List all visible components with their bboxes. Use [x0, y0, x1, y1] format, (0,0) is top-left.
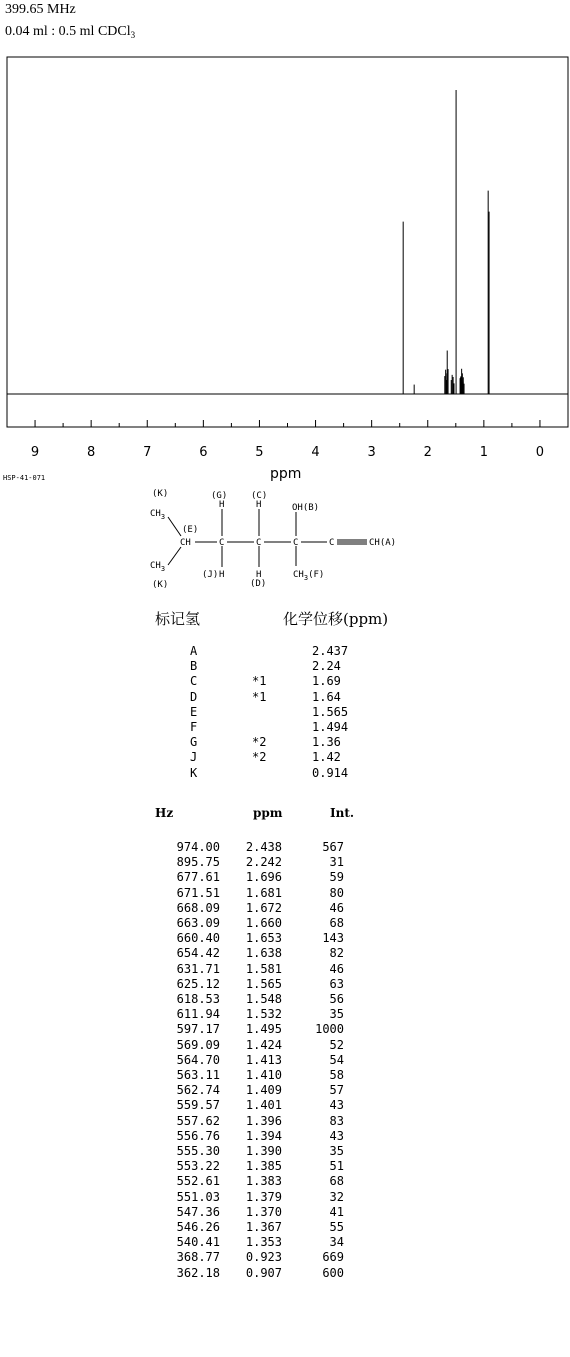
peak-intensity: 58	[329, 1068, 344, 1083]
peak-row	[160, 901, 344, 916]
peak-ppm: 2.438	[245, 840, 282, 854]
peak-intensity: 41	[329, 1204, 344, 1219]
peak-row	[160, 1159, 344, 1174]
peak-row	[160, 1250, 344, 1265]
peak-hz: 563.11	[176, 1068, 220, 1083]
peak-hz: 552.61	[176, 1174, 220, 1189]
peak-row	[160, 1235, 344, 1250]
peak-row	[160, 1129, 344, 1144]
peak-ppm: 1.660	[245, 916, 282, 931]
peak-intensity: 600	[322, 1265, 344, 1280]
peak-header-ppm: ppm	[253, 806, 283, 820]
peak-hz: 368.77	[176, 1250, 220, 1265]
ch3-F-text: CH	[293, 570, 304, 580]
peak-hz: 895.75	[176, 855, 220, 870]
peak-ppm: 1.532	[245, 1007, 282, 1022]
peak-row	[160, 840, 344, 855]
x-tick-label: 3	[367, 445, 376, 460]
label-J: (J)	[202, 570, 219, 580]
assignment-shift: 1.36	[312, 735, 341, 750]
label-E: (E)	[182, 525, 199, 535]
peak-intensity: 32	[329, 1189, 344, 1204]
peak-ppm: 1.681	[245, 885, 282, 900]
peak-ppm: 1.424	[245, 1037, 282, 1052]
peak-hz: 569.09	[176, 1037, 220, 1052]
h-C: H	[256, 500, 262, 510]
h-J: H	[219, 570, 225, 580]
label-D: (D)	[250, 579, 267, 589]
peak-ppm: 1.410	[245, 1068, 282, 1083]
peak-row	[160, 931, 344, 946]
assignment-note	[252, 705, 312, 720]
peak-intensity: 143	[322, 931, 344, 946]
assignment-shift: 2.24	[312, 659, 341, 674]
x-tick-label: 2	[423, 445, 432, 460]
peak-hz: 654.42	[176, 946, 220, 961]
ch3-F	[293, 570, 324, 582]
peak-intensity: 43	[329, 1128, 344, 1143]
peak-intensity: 1000	[315, 1022, 344, 1037]
peak-row	[160, 1114, 344, 1129]
assignment-row	[190, 705, 348, 720]
peak-ppm: 1.581	[245, 961, 282, 976]
peak-row	[160, 1083, 344, 1098]
peak-ppm: 1.353	[245, 1235, 282, 1250]
assignment-label: J	[190, 750, 198, 765]
peak-intensity: 55	[329, 1220, 344, 1235]
assignment-label: A	[190, 644, 198, 658]
label-G: (G)	[211, 491, 228, 501]
sample-code: HSP-41-071	[3, 474, 46, 482]
peak-ppm: 1.638	[245, 946, 282, 961]
assignment-note: *1	[252, 674, 267, 689]
peak-hz: 974.00	[176, 840, 220, 854]
peak-ppm: 1.653	[245, 931, 282, 946]
peak-ppm: 1.379	[245, 1189, 282, 1204]
x-tick-label: 9	[30, 445, 40, 460]
peak-ppm: 1.383	[245, 1174, 282, 1189]
h-G: H	[219, 500, 225, 510]
peak-hz: 677.61	[176, 870, 220, 885]
ch3-bottom	[150, 561, 165, 573]
peak-ppm: 2.242	[245, 855, 282, 870]
peak-intensity: 57	[329, 1083, 344, 1098]
peak-hz: 618.53	[176, 992, 220, 1007]
atom-C-C: C	[256, 538, 262, 548]
spectrometer-frequency: 399.65 MHz	[5, 2, 76, 17]
assignment-label: F	[190, 720, 198, 735]
peak-row	[160, 1144, 344, 1159]
peak-intensity: 46	[329, 900, 344, 915]
peak-intensity: 669	[322, 1250, 344, 1265]
peak-row	[160, 1068, 344, 1083]
assignment-shift: 1.494	[312, 720, 349, 735]
assignment-shift: 0.914	[312, 765, 349, 780]
peak-intensity: 83	[329, 1113, 344, 1128]
atom-C-G: C	[219, 538, 225, 548]
peak-hz: 668.09	[176, 900, 220, 915]
peak-ppm: 1.548	[245, 992, 282, 1007]
peak-ppm: 1.396	[245, 1113, 282, 1128]
assignment-row	[190, 735, 348, 750]
bond-ch3-top	[168, 517, 181, 536]
peak-row	[160, 1053, 344, 1068]
peak-row	[160, 946, 344, 961]
peak-row	[160, 1190, 344, 1205]
peak-row	[160, 1220, 344, 1235]
peak-intensity: 46	[329, 961, 344, 976]
peak-hz: 555.30	[176, 1144, 220, 1159]
assignment-note	[252, 659, 312, 674]
assignment-shift: 1.69	[312, 674, 341, 689]
peak-ppm: 1.394	[245, 1128, 282, 1143]
assignment-label: C	[190, 674, 198, 689]
peak-intensity: 80	[329, 885, 344, 900]
peak-ppm: 1.413	[245, 1052, 282, 1067]
peak-hz: 562.74	[176, 1083, 220, 1098]
ch3-top	[150, 509, 165, 521]
atom-CH-E: CH	[180, 538, 191, 548]
peak-intensity: 63	[329, 976, 344, 991]
x-tick-label: 5	[255, 445, 264, 460]
peak-hz: 546.26	[176, 1220, 220, 1235]
peak-row	[160, 1174, 344, 1189]
assignment-row	[190, 750, 348, 765]
assignment-row	[190, 690, 348, 705]
x-tick-label: 4	[311, 445, 320, 460]
peak-row	[160, 962, 344, 977]
peak-ppm: 1.367	[245, 1220, 282, 1235]
peak-header-int: Int.	[330, 806, 355, 820]
label-K-bottom: (K)	[152, 580, 169, 590]
ch3-bottom-sub: 3	[160, 565, 166, 573]
peak-ppm: 1.385	[245, 1159, 282, 1174]
assignment-label: G	[190, 735, 198, 750]
assignment-label: K	[190, 765, 198, 780]
ch3-bottom-text: CH	[150, 561, 161, 571]
assignment-note: *2	[252, 735, 267, 750]
assignment-note	[252, 644, 312, 659]
peak-row	[160, 1022, 344, 1037]
peak-intensity: 35	[329, 1007, 344, 1022]
peak-intensity: 43	[329, 1098, 344, 1113]
molecule-structure	[0, 0, 570, 600]
x-tick-label: 7	[143, 445, 152, 460]
h-D: H	[256, 570, 262, 580]
peak-hz: 660.40	[176, 931, 220, 946]
peak-row	[160, 1098, 344, 1113]
assignment-note: *1	[252, 689, 267, 704]
solvent-text: 0.04 ml : 0.5 ml CDCl	[5, 24, 131, 39]
peak-ppm: 1.401	[245, 1098, 282, 1113]
peak-row	[160, 855, 344, 870]
peak-ppm: 1.565	[245, 976, 282, 991]
peak-hz: 553.22	[176, 1159, 220, 1174]
peak-hz: 671.51	[176, 885, 220, 900]
peak-hz: 597.17	[176, 1022, 220, 1037]
assignment-table	[190, 644, 348, 781]
label-C: (C)	[251, 491, 268, 501]
assignment-note: *2	[252, 750, 267, 765]
peak-ppm: 1.672	[245, 900, 282, 915]
peak-row	[160, 1007, 344, 1022]
peak-hz: 551.03	[176, 1189, 220, 1204]
peak-hz: 564.70	[176, 1052, 220, 1067]
peak-hz: 540.41	[176, 1235, 220, 1250]
peak-table	[160, 840, 344, 1281]
peak-intensity: 56	[329, 992, 344, 1007]
peak-intensity: 34	[329, 1235, 344, 1250]
peak-row	[160, 916, 344, 931]
assignment-shift: 1.565	[312, 704, 349, 719]
assignment-row	[190, 766, 348, 781]
peak-row	[160, 977, 344, 992]
label-K-top: (K)	[152, 489, 169, 499]
peak-hz: 559.57	[176, 1098, 220, 1113]
peak-intensity: 51	[329, 1159, 344, 1174]
assignment-header-shift: 化学位移(ppm)	[283, 610, 389, 628]
peak-row	[160, 870, 344, 885]
x-axis-label: ppm	[270, 466, 302, 482]
assignment-label: D	[190, 689, 198, 704]
assignment-row	[190, 720, 348, 735]
peak-intensity: 68	[329, 1174, 344, 1189]
peak-intensity: 567	[322, 840, 344, 854]
peak-ppm: 0.923	[245, 1250, 282, 1265]
peak-row	[160, 992, 344, 1007]
assignment-shift: 1.64	[312, 689, 341, 704]
assignment-row	[190, 674, 348, 689]
atom-C-alkyne: C	[329, 538, 335, 548]
x-tick-label: 6	[199, 445, 208, 460]
peak-intensity: 68	[329, 916, 344, 931]
peak-intensity: 31	[329, 855, 344, 870]
x-tick-label: 0	[535, 445, 545, 460]
peak-header-hz: Hz	[155, 806, 174, 820]
peak-hz: 625.12	[176, 976, 220, 991]
assignment-shift: 2.437	[312, 644, 349, 658]
peak-hz: 631.71	[176, 961, 220, 976]
x-tick-label: 1	[479, 445, 488, 460]
peak-row	[160, 1038, 344, 1053]
peak-row	[160, 886, 344, 901]
ch3-F-label: (F)	[308, 570, 325, 580]
peak-ppm: 1.390	[245, 1144, 282, 1159]
peak-hz: 547.36	[176, 1204, 220, 1219]
ch3-top-sub: 3	[160, 513, 166, 521]
peak-hz: 557.62	[176, 1113, 220, 1128]
peak-intensity: 82	[329, 946, 344, 961]
assignment-shift: 1.42	[312, 750, 341, 765]
peak-ppm: 1.696	[245, 870, 282, 885]
label-OH-B: OH(B)	[292, 503, 320, 513]
peak-row	[160, 1266, 344, 1281]
x-tick-label: 8	[87, 445, 96, 460]
peak-hz: 611.94	[176, 1007, 220, 1022]
atom-C-quaternary: C	[293, 538, 299, 548]
assignment-note	[252, 720, 312, 735]
peak-intensity: 52	[329, 1037, 344, 1052]
peak-intensity: 35	[329, 1144, 344, 1159]
peak-ppm: 0.907	[245, 1265, 282, 1280]
assignment-label: E	[190, 704, 198, 719]
assignment-row	[190, 644, 348, 659]
ch3-F-sub: 3	[303, 574, 309, 582]
peak-intensity: 59	[329, 870, 344, 885]
peak-intensity: 54	[329, 1052, 344, 1067]
peak-hz: 362.18	[176, 1265, 220, 1280]
label-CH-A: CH(A)	[369, 538, 397, 548]
peak-hz: 556.76	[176, 1128, 220, 1143]
peak-ppm: 1.370	[245, 1204, 282, 1219]
peak-ppm: 1.409	[245, 1083, 282, 1098]
peak-ppm: 1.495	[245, 1022, 282, 1037]
peak-hz: 663.09	[176, 916, 220, 931]
bond-ch3-bottom	[168, 547, 181, 565]
peak-row	[160, 1205, 344, 1220]
assignment-row	[190, 659, 348, 674]
assignment-label: B	[190, 659, 198, 674]
solvent-subscript: 3	[130, 30, 136, 40]
assignment-header-atom: 标记氢	[155, 610, 201, 628]
ch3-top-text: CH	[150, 509, 161, 519]
assignment-note	[252, 766, 312, 781]
